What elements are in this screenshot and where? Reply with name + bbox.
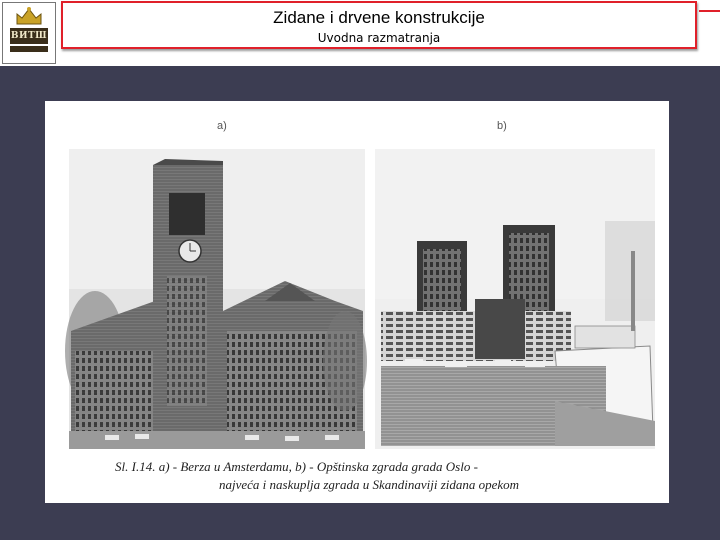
left-photo (65, 149, 367, 449)
slide-subtitle: Uvodna razmatranja (317, 31, 441, 45)
subfigure-label-b: b) (497, 120, 507, 132)
figure-photo (45, 101, 669, 503)
logo-plate: ВИТШ (10, 28, 48, 44)
figure-caption-line-1: Sl. I.14. a) - Berza u Amsterdamu, b) - Opštinska zgrada grada Oslo - (115, 459, 478, 474)
title-box (61, 1, 697, 49)
figure-caption-line-2: najveća i naskuplja zgrada u Skandinaviji zidana opekom (219, 477, 520, 492)
crown-crest-icon (13, 6, 45, 26)
subfigure-label-a: a) (217, 120, 227, 132)
logo-subplate (10, 46, 48, 52)
title-accent-line (699, 10, 720, 12)
right-photo (375, 149, 655, 449)
slide-title: Zidane i drvene konstrukcije (273, 8, 485, 27)
building-photos-illustration (45, 101, 669, 503)
institution-logo (2, 2, 56, 64)
